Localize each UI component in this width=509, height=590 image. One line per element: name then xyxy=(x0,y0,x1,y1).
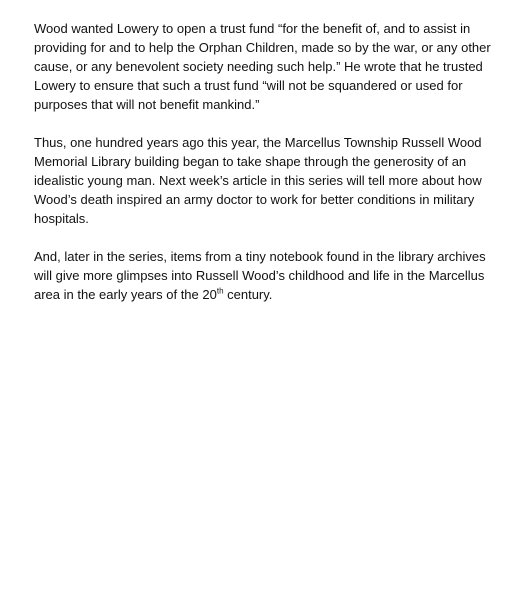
paragraph-trust-fund: Wood wanted Lowery to open a trust fund “for the benefit of, and to assist in providing for and to help the Orphan Children, made so by the war, or any other cause, or any benevolent society needing such help.” He wrote that he trusted Lowery to ensure that such a trust fund “will not be squandered or used for purposes that will not benefit mankind.” xyxy=(34,21,491,112)
ordinal-superscript: th xyxy=(216,286,224,296)
paragraph-series-preview-text: And, later in the series, items from a tiny notebook found in the library archives will give more glimpses into Russell Wood’s childhood and life in the Marcellus area in the early years of the 20 xyxy=(34,249,486,302)
paragraph-series-preview xyxy=(34,247,496,304)
paragraph-library-history: Thus, one hundred years ago this year, the Marcellus Township Russell Wood Memorial Library building began to take shape through the generosity of an idealistic young man. Next week’s article in this series will tell more about how Wood’s death inspired an army doctor to work for better conditions in military hospitals. xyxy=(34,135,482,226)
document-body xyxy=(34,19,496,323)
paragraph-series-preview-end: century. xyxy=(223,287,273,302)
